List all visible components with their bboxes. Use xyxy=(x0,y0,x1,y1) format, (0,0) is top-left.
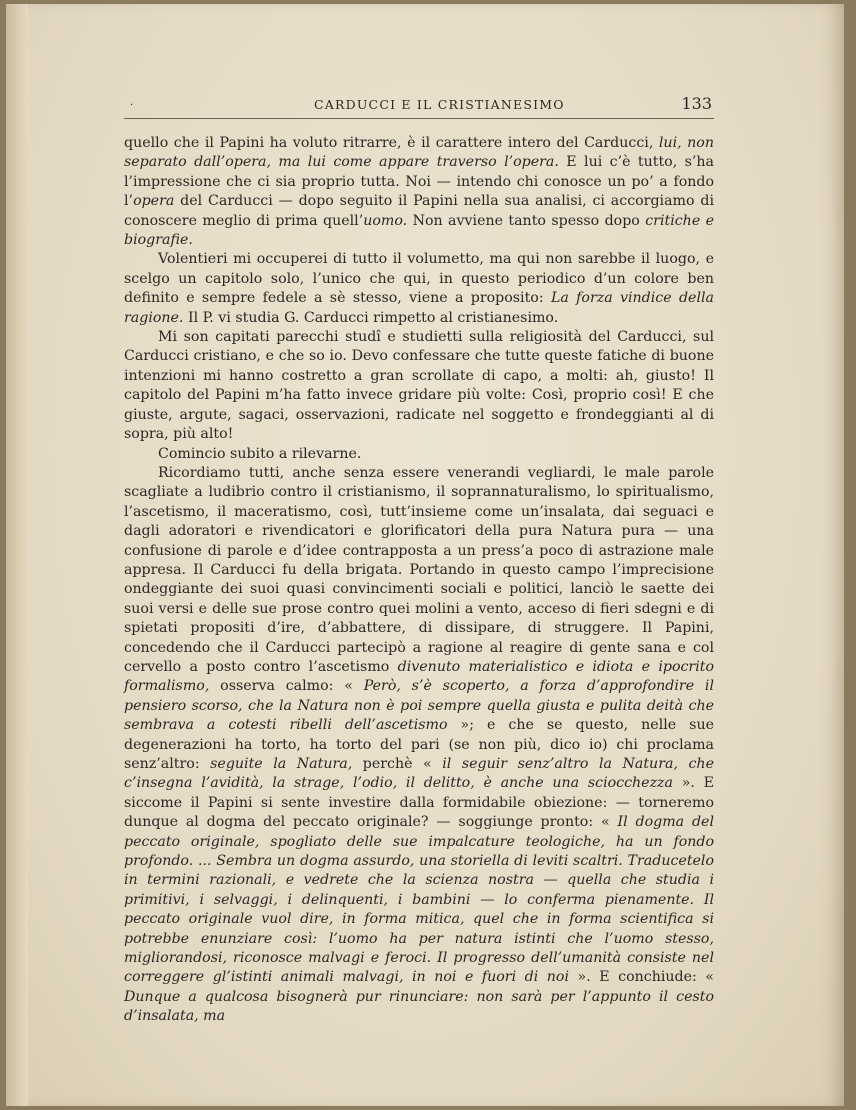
paragraph xyxy=(124,445,714,464)
book-page xyxy=(6,4,844,1106)
text-run: »; e che se questo, nelle sue degenerazioni ha torto, ha torto del pari (se non più, dico io) chi proclama senz’altro: xyxy=(124,717,714,772)
italic-run: La forza vindice della ragione. xyxy=(124,290,714,326)
text-run: quello che il Papini ha voluto ritrarre, è il carattere intero del Carducci, xyxy=(124,135,659,151)
running-header xyxy=(124,94,714,119)
text-run: ». E conchiude: « xyxy=(569,969,714,986)
italic-run: Dunque a qualcosa bisognerà pur rinunciare: non sarà per l’appunto il cesto d’insalata, ma xyxy=(124,988,714,1025)
text-run: ». E siccome il Papini si sente investire dalla formidabile obiezione: — torneremo dunque al dogma del peccato originale? — soggiunge pronto: « xyxy=(124,775,714,831)
italic-run: Il dogma del peccato originale, spogliato delle sue impalcature teologiche, ha un fondo profondo. ... Sembra un dogma assurdo, una storiella di leviti scaltri. Traducetelo in termini razionali, e vedrete che la scienza nostra — quella che studia i primitivi, i selvaggi, i delinquenti, i bambini — lo conferma pienamente. Il peccato originale vuol dire, in forma mitica, quel che in forma scientifica si potrebbe enunziare così: l’uomo ha per natura istinti che l’uomo stesso, migliorandosi, riconosce malvagi e feroci. Il progresso dell’umanità consiste nel correggere gl’istinti animali malvagi, in noi e fuori di noi xyxy=(124,814,714,986)
header-mark: · xyxy=(130,100,134,111)
text-run: Comincio subito a rilevarne. xyxy=(158,445,362,462)
text-run: Mi son capitati parecchi studî e studietti sulla religiosità del Carducci, sul Carducci cristiano, e che so io. Devo confessare che tutte queste fatiche di buone intenzioni mi hanno costretto a gran scrollate di capo, a molti: ah, giusto! Il capitolo del Papini m’ha fatto invece gridare più volte: Così, proprio così! E che giuste, argute, sagaci, osservazioni, radicate nel soggetto e frondeggianti al di sopra, più alto! xyxy=(124,329,714,443)
text-run: Non avviene tanto spesso dopo xyxy=(407,212,646,229)
paragraph xyxy=(124,250,714,328)
text-run: Ricordiamo tutti, anche senza essere venerandi vegliardi, le male parole scagliate a ludibrio contro il cristianismo, il soprannaturalismo, lo spiritualismo, l’ascetismo, il maceratismo, così, tutt’insieme come un’insalata, dai seguaci e dagli adoratori e rivendicatori e glorificatori della pura Natura pura — una confusione di parole e d’idee contrapposta a un press’a poco di astrazione male appresa. Il Carducci fu della brigata. Portando in questo campo l’imprecisione ondeggiante dei suoi quasi convincimenti sociali e politici, lanciò le saette dei suoi versi e delle sue prose contro quei molini a vento, acceso di fieri sdegni e di spietati propositi d’ire, d’abbattere, di dissipare, di struggere. Il Papini, concedendo che il Carducci partecipò a ragione al reagire di gente sana e col cervello a posto contro l’ascetismo xyxy=(124,464,714,675)
text-run: perchè « xyxy=(352,756,443,772)
italic-run: il seguir senz’altro la Natura, che c’insegna l’avidità, la strage, l’odio, il delitto, è anche una sciocchezza xyxy=(124,756,714,792)
text-run: Il P. vi studia G. Carducci rimpetto al cristianesimo. xyxy=(183,309,559,326)
italic-run: uomo. xyxy=(363,212,408,229)
paragraph xyxy=(124,134,714,250)
italic-run: opera xyxy=(133,193,175,210)
italic-run: divenuto materialistico e idiota e ipocrito formalismo, xyxy=(124,658,714,695)
italic-run: Però, s’è scoperto, a forza d’approfondire il pensiero scorso, che la Natura non è poi sempre quella giusta e pulita deità che sembrava a cotesti ribelli dell’ascetismo xyxy=(124,678,714,734)
italic-run: critiche e biografie. xyxy=(124,212,715,249)
paragraph xyxy=(124,328,714,444)
paragraph xyxy=(124,464,714,1027)
body-text xyxy=(124,134,714,1027)
italic-run: lui, non separato dall’opera, ma lui come appare traverso l’opera. xyxy=(124,135,714,171)
running-title: CARDUCCI E IL CRISTIANESIMO xyxy=(314,97,565,112)
text-run: osserva calmo: « xyxy=(209,678,364,695)
page-spine-shadow xyxy=(6,4,28,1106)
italic-run: seguite la Natura, xyxy=(210,756,353,772)
text-run: Volentieri mi occuperei di tutto il volumetto, ma qui non sarebbe il luogo, e scelgo un capitolo solo, l’unico che qui, in questo periodico d’un colore ben definito e sempre fedele a sè stesso, viene a proposito: xyxy=(124,251,714,307)
page-number: 133 xyxy=(681,94,712,113)
text-run: E lui c’è tutto, s’ha l’impressione che ci sia proprio tutta. Noi — intendo chi conosce un po’ a fondo l’ xyxy=(124,154,714,210)
text-run: del Carducci — dopo seguito il Papini nella sua analisi, ci accorgiamo di conoscere meglio di prima quell’ xyxy=(124,193,714,229)
